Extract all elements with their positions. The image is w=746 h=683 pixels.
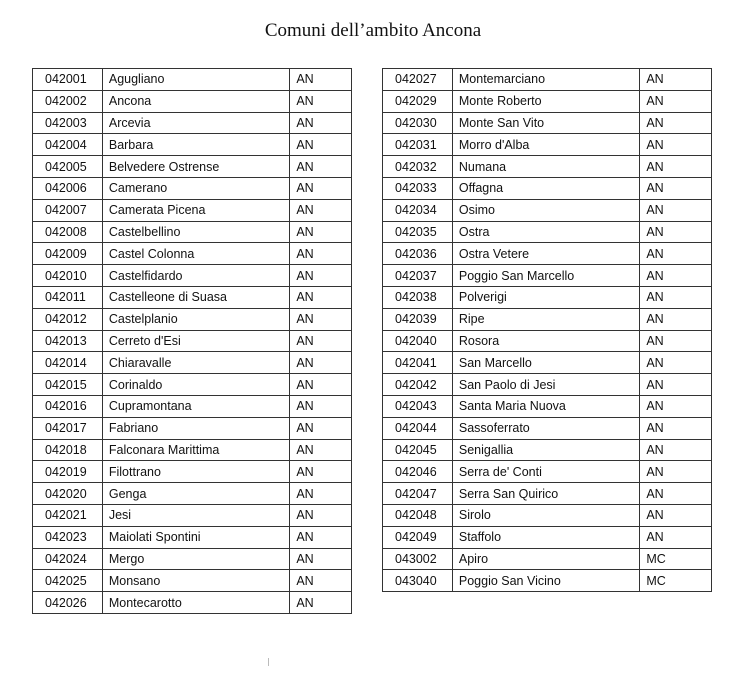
istat-code-cell: 042003 [33,112,103,134]
province-cell: AN [290,395,352,417]
istat-code-cell: 042019 [33,461,103,483]
comune-name-cell: Corinaldo [102,374,289,396]
province-cell: AN [640,526,712,548]
province-cell: AN [640,504,712,526]
table-row [383,112,712,134]
table-row [383,374,712,396]
comune-name-cell: Staffolo [452,526,639,548]
table-row [33,199,352,221]
table-row [33,592,352,614]
comune-name-cell: Poggio San Marcello [452,265,639,287]
istat-code-cell: 042029 [383,90,453,112]
table-row [33,156,352,178]
table-row [383,417,712,439]
province-cell: AN [290,156,352,178]
province-cell: AN [290,221,352,243]
istat-code-cell: 042047 [383,483,453,505]
table-row [33,395,352,417]
table-row [33,374,352,396]
table-row [33,265,352,287]
province-cell: AN [290,112,352,134]
province-cell: AN [290,69,352,91]
table-row [33,112,352,134]
istat-code-cell: 042005 [33,156,103,178]
istat-code-cell: 042030 [383,112,453,134]
istat-code-cell: 042037 [383,265,453,287]
istat-code-cell: 042013 [33,330,103,352]
province-cell: AN [640,374,712,396]
istat-code-cell: 042021 [33,504,103,526]
comune-name-cell: Polverigi [452,286,639,308]
comune-name-cell: Filottrano [102,461,289,483]
comune-name-cell: Castel Colonna [102,243,289,265]
comune-name-cell: Castelplanio [102,308,289,330]
province-cell: AN [640,243,712,265]
istat-code-cell: 042010 [33,265,103,287]
comune-name-cell: Castelleone di Suasa [102,286,289,308]
comune-name-cell: Sassoferrato [452,417,639,439]
province-cell: AN [640,221,712,243]
comune-name-cell: Rosora [452,330,639,352]
province-cell: AN [640,417,712,439]
istat-code-cell: 042034 [383,199,453,221]
istat-code-cell: 042009 [33,243,103,265]
province-cell: AN [640,330,712,352]
table-row [383,199,712,221]
table-row [383,483,712,505]
table-row [383,90,712,112]
comune-name-cell: Santa Maria Nuova [452,395,639,417]
comune-name-cell: Arcevia [102,112,289,134]
province-cell: AN [290,417,352,439]
comune-name-cell: Barbara [102,134,289,156]
table-row [383,177,712,199]
province-cell: AN [640,461,712,483]
istat-code-cell: 042043 [383,395,453,417]
comune-name-cell: Senigallia [452,439,639,461]
comune-name-cell: Montemarciano [452,69,639,91]
comune-name-cell: Mergo [102,548,289,570]
comune-name-cell: Osimo [452,199,639,221]
istat-code-cell: 042014 [33,352,103,374]
table-row [33,177,352,199]
istat-code-cell: 042032 [383,156,453,178]
province-cell: AN [290,439,352,461]
table-row [383,243,712,265]
istat-code-cell: 042015 [33,374,103,396]
comune-name-cell: Offagna [452,177,639,199]
province-cell: AN [290,352,352,374]
table-row [383,286,712,308]
province-cell: AN [640,112,712,134]
istat-code-cell: 042002 [33,90,103,112]
comune-name-cell: Camerano [102,177,289,199]
table-row [383,548,712,570]
istat-code-cell: 042001 [33,69,103,91]
province-cell: AN [640,177,712,199]
comune-name-cell: Serra San Quirico [452,483,639,505]
istat-code-cell: 042020 [33,483,103,505]
istat-code-cell: 042039 [383,308,453,330]
table-row [383,69,712,91]
comune-name-cell: Sirolo [452,504,639,526]
comune-name-cell: Ancona [102,90,289,112]
comune-name-cell: Castelbellino [102,221,289,243]
comune-name-cell: Ostra [452,221,639,243]
comune-name-cell: Belvedere Ostrense [102,156,289,178]
province-cell: AN [640,439,712,461]
comune-name-cell: Monte San Vito [452,112,639,134]
table-row [33,308,352,330]
table-row [33,439,352,461]
province-cell: AN [290,330,352,352]
istat-code-cell: 042033 [383,177,453,199]
province-cell: AN [640,395,712,417]
province-cell: AN [290,374,352,396]
province-cell: MC [640,548,712,570]
istat-code-cell: 042004 [33,134,103,156]
table-row [33,461,352,483]
istat-code-cell: 042045 [383,439,453,461]
table-row [383,134,712,156]
istat-code-cell: 042035 [383,221,453,243]
table-row [383,526,712,548]
comune-name-cell: Ripe [452,308,639,330]
table-row [383,156,712,178]
istat-code-cell: 042049 [383,526,453,548]
table-row [33,417,352,439]
province-cell: AN [290,199,352,221]
istat-code-cell: 042046 [383,461,453,483]
istat-code-cell: 042026 [33,592,103,614]
province-cell: AN [290,526,352,548]
istat-code-cell: 042038 [383,286,453,308]
table-row [383,221,712,243]
istat-code-cell: 042008 [33,221,103,243]
comune-name-cell: Morro d'Alba [452,134,639,156]
comune-name-cell: Genga [102,483,289,505]
province-cell: AN [640,308,712,330]
province-cell: AN [290,504,352,526]
table-row [33,90,352,112]
table-row [33,526,352,548]
table-row [33,286,352,308]
table-row [33,504,352,526]
comune-name-cell: Maiolati Spontini [102,526,289,548]
table-row [33,352,352,374]
istat-code-cell: 042041 [383,352,453,374]
comune-name-cell: Chiaravalle [102,352,289,374]
istat-code-cell: 042011 [33,286,103,308]
province-cell: AN [290,265,352,287]
istat-code-cell: 042036 [383,243,453,265]
table-row [383,461,712,483]
province-cell: AN [640,134,712,156]
province-cell: AN [290,243,352,265]
province-cell: AN [640,69,712,91]
scan-mark [268,658,269,666]
istat-code-cell: 042024 [33,548,103,570]
province-cell: AN [640,265,712,287]
province-cell: AN [640,483,712,505]
comune-name-cell: Cupramontana [102,395,289,417]
province-cell: AN [640,90,712,112]
table-row [383,330,712,352]
table-row [33,221,352,243]
province-cell: AN [290,570,352,592]
istat-code-cell: 043040 [383,570,453,592]
table-row [383,265,712,287]
comuni-table-right [382,68,712,592]
istat-code-cell: 042027 [383,69,453,91]
istat-code-cell: 042048 [383,504,453,526]
comune-name-cell: Fabriano [102,417,289,439]
istat-code-cell: 042031 [383,134,453,156]
comune-name-cell: Numana [452,156,639,178]
istat-code-cell: 042042 [383,374,453,396]
comune-name-cell: Monte Roberto [452,90,639,112]
comune-name-cell: Montecarotto [102,592,289,614]
province-cell: AN [290,483,352,505]
table-row [383,570,712,592]
province-cell: AN [290,90,352,112]
table-row [33,243,352,265]
comune-name-cell: Poggio San Vicino [452,570,639,592]
comune-name-cell: San Paolo di Jesi [452,374,639,396]
table-row [33,69,352,91]
table-row [383,439,712,461]
table-row [383,308,712,330]
province-cell: AN [640,199,712,221]
comune-name-cell: Ostra Vetere [452,243,639,265]
province-cell: AN [640,156,712,178]
istat-code-cell: 042006 [33,177,103,199]
province-cell: AN [640,352,712,374]
istat-code-cell: 042025 [33,570,103,592]
province-cell: AN [290,134,352,156]
province-cell: AN [640,286,712,308]
istat-code-cell: 042017 [33,417,103,439]
comune-name-cell: San Marcello [452,352,639,374]
istat-code-cell: 042012 [33,308,103,330]
province-cell: AN [290,177,352,199]
istat-code-cell: 042040 [383,330,453,352]
comune-name-cell: Cerreto d'Esi [102,330,289,352]
comune-name-cell: Camerata Picena [102,199,289,221]
province-cell: AN [290,308,352,330]
istat-code-cell: 043002 [383,548,453,570]
istat-code-cell: 042018 [33,439,103,461]
istat-code-cell: 042007 [33,199,103,221]
table-row [383,352,712,374]
comune-name-cell: Jesi [102,504,289,526]
province-cell: AN [290,592,352,614]
comune-name-cell: Falconara Marittima [102,439,289,461]
istat-code-cell: 042044 [383,417,453,439]
province-cell: AN [290,286,352,308]
comune-name-cell: Apiro [452,548,639,570]
comune-name-cell: Agugliano [102,69,289,91]
istat-code-cell: 042023 [33,526,103,548]
istat-code-cell: 042016 [33,395,103,417]
table-row [33,483,352,505]
table-row [33,548,352,570]
province-cell: MC [640,570,712,592]
comune-name-cell: Monsano [102,570,289,592]
table-row [383,504,712,526]
comune-name-cell: Castelfidardo [102,265,289,287]
table-row [33,570,352,592]
comuni-table-left [32,68,352,614]
comune-name-cell: Serra de' Conti [452,461,639,483]
page-title: Comuni dell’ambito Ancona [264,20,482,41]
table-row [33,134,352,156]
table-row [383,395,712,417]
province-cell: AN [290,461,352,483]
table-row [33,330,352,352]
province-cell: AN [290,548,352,570]
